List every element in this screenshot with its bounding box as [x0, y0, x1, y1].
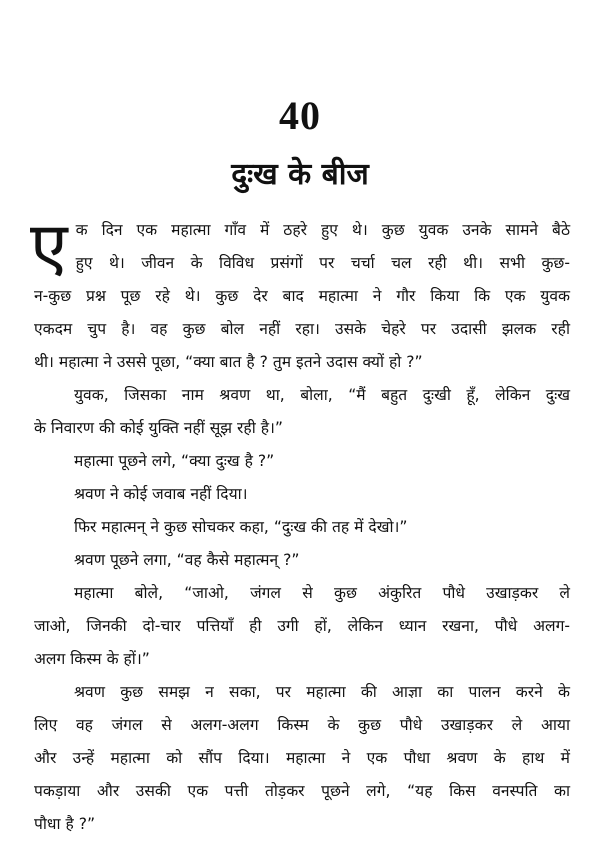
drop-cap: ए [30, 208, 68, 287]
text-line: एकदम चुप है। वह कुछ बोल नहीं रहा। उसके चेहरे पर उदासी झलक रही [34, 320, 570, 338]
text-line: महात्मा बोले, “जाओ, जंगल से कुछ अंकुरित पौधे उखाड़कर ले [74, 584, 570, 602]
text-line: थी। महात्मा ने उससे पूछा, “क्या बात है ? तुम इतने उदास क्यों हो ?” [34, 353, 423, 371]
chapter-body [30, 208, 570, 841]
text-line: के निवारण की कोई युक्ति नहीं सूझ रही है।” [34, 419, 283, 437]
text-line: जाओ, जिनकी दो-चार पत्तियाँ ही उगी हों, लेकिन ध्यान रखना, पौधे अलग- [34, 617, 570, 635]
text-line: अलग किस्म के हों।” [34, 650, 150, 668]
text-line: लिए वह जंगल से अलग-अलग किस्म के कुछ पौधे उखाड़कर ले आया [34, 716, 570, 734]
chapter-number: 40 [279, 93, 321, 138]
text-line: पकड़ाया और उसकी एक पत्ती तोड़कर पूछने लगे, “यह किस वनस्पति का [34, 782, 570, 800]
text-line: न-कुछ प्रश्न पूछ रहे थे। कुछ देर बाद महात्मा ने गौर किया कि एक युवक [34, 287, 570, 305]
text-line: हुए थे। जीवन के विविध प्रसंगों पर चर्चा चल रही थी। सभी कुछ- [75, 254, 570, 272]
text-line: श्रवण पूछने लगा, “वह कैसे महात्मन् ?” [74, 551, 300, 569]
chapter-title: दुःख के बीज [231, 157, 369, 192]
text-line: और उन्हें महात्मा को सौंप दिया। महात्मा ने एक पौधा श्रवण के हाथ में [34, 749, 570, 767]
text-line: युवक, जिसका नाम श्रवण था, बोला, “मैं बहुत दुःखी हूँ, लेकिन दुःख [74, 386, 570, 404]
text-line: श्रवण ने कोई जवाब नहीं दिया। [74, 485, 248, 503]
text-line: क दिन एक महात्मा गाँव में ठहरे हुए थे। कुछ युवक उनके सामने बैठे [75, 221, 570, 239]
text-line: पौधा है ?” [34, 815, 96, 833]
text-line: महात्मा पूछने लगे, “क्या दुःख है ?” [74, 452, 275, 470]
text-line: फिर महात्मन् ने कुछ सोचकर कहा, “दुःख की तह में देखो।” [74, 518, 408, 536]
text-line: श्रवण कुछ समझ न सका, पर महात्मा की आज्ञा का पालन करने के [74, 683, 570, 701]
